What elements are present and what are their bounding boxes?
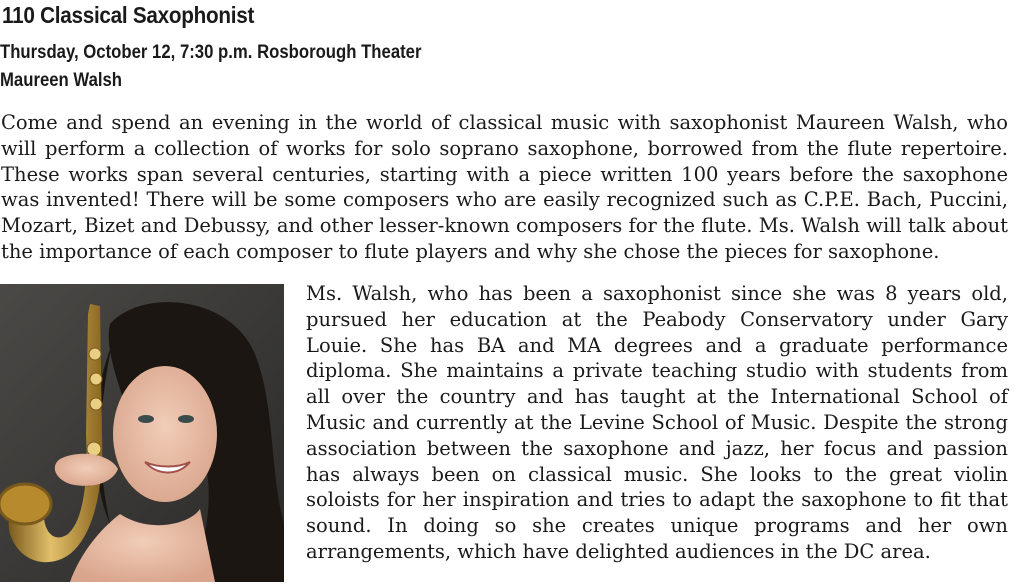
- performer-photo: [0, 284, 284, 582]
- face-shape: [113, 366, 217, 502]
- sax-key: [87, 442, 101, 456]
- saxophone-bell: [0, 484, 51, 524]
- sax-key: [90, 398, 102, 410]
- left-eye: [138, 415, 154, 423]
- sax-key: [89, 348, 101, 360]
- event-description-paragraph: Come and spend an evening in the world of classical music with saxophonist Maureen Walsh, who will perform a collection of works for solo soprano saxophone, borrowed from the flute repertoire. These works span several centuries, starting with a piece written 100 years before the saxophone was invented! There will be some composers who are easily recognized such as C.P.E. Bach, Puccini, Mozart, Bizet and Debussy, and other lesser-known composers for the flute. Ms. Walsh will talk about the importance of each composer to flute players and why she chose the pieces for saxophone.: [1, 111, 1008, 263]
- sax-key: [90, 373, 102, 385]
- performer-bio-paragraph: Ms. Walsh, who has been a saxophonist since she was 8 years old, pursued her education at the Peabody Conservatory under Gary Louie. She has BA and MA degrees and a graduate performance diploma. She maintains a private teaching studio with students from all over the country and has taught at the International School of Music and currently at the Levine School of Music. Despite the strong association between the saxophone and jazz, her focus and passion has always been on classical music. She looks to the great violin soloists for her inspiration and tries to adapt the saxophone to fit that sound. In doing so she creates unique programs and her own arrangements, which have delighted audiences in the DC area.: [306, 282, 1008, 563]
- event-date-time-venue: Thursday, October 12, 7:30 p.m. Rosborough Theater: [0, 42, 422, 63]
- performer-name: Maureen Walsh: [0, 70, 123, 91]
- page-title: 110 Classical Saxophonist: [2, 2, 255, 28]
- right-eye: [178, 415, 194, 423]
